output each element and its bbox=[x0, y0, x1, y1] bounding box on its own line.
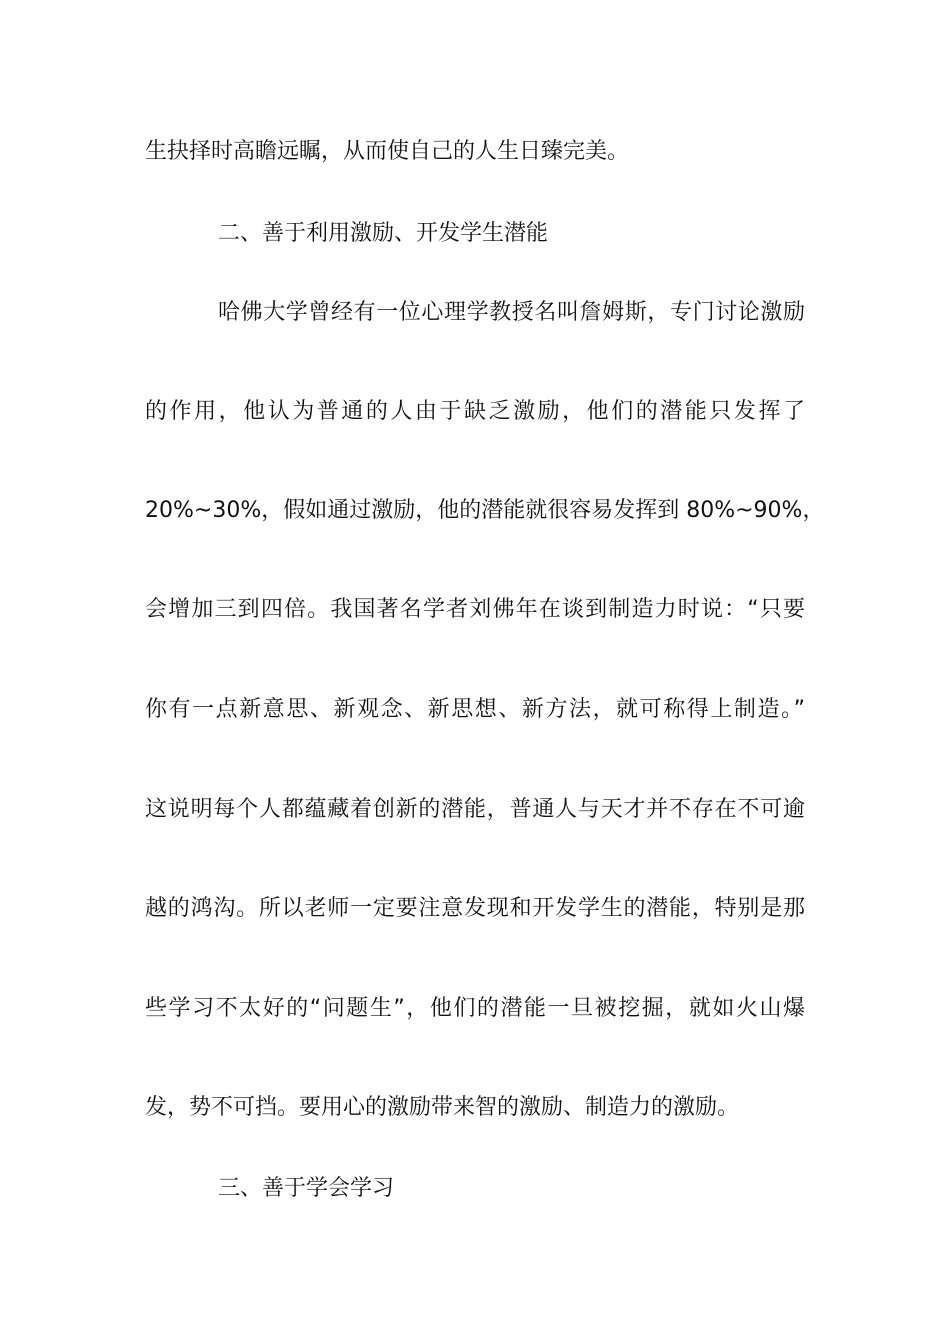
paragraph-line: 20%~30%，假如通过激励，他的潜能就很容易发挥到 80%~90%， bbox=[145, 498, 825, 523]
paragraph-line: 越的鸿沟。所以老师一定要注意发现和开发学生的潜能，特别是那 bbox=[145, 896, 805, 921]
paragraph-line: 发，势不可挡。要用心的激励带来智的激励、制造力的激励。 bbox=[145, 1095, 740, 1120]
section-heading: 二、善于利用激励、开发学生潜能 bbox=[218, 221, 549, 246]
paragraph-line: 这说明每个人都蕴藏着创新的潜能，普通人与天才并不存在不可逾 bbox=[145, 797, 805, 822]
section-heading: 三、善于学会学习 bbox=[218, 1176, 395, 1201]
paragraph-line: 会增加三到四倍。我国著名学者刘佛年在谈到制造力时说：“只要 bbox=[145, 597, 805, 622]
paragraph-line: 哈佛大学曾经有一位心理学教授名叫詹姆斯，专门讨论激励 bbox=[218, 300, 805, 325]
paragraph-line: 生抉择时高瞻远瞩，从而使自己的人生日臻完美。 bbox=[145, 139, 630, 164]
paragraph-line: 的作用，他认为普通的人由于缺乏激励，他们的潜能只发挥了 bbox=[145, 399, 805, 424]
paragraph-line: 些学习不太好的“问题生”，他们的潜能一旦被挖掘，就如火山爆 bbox=[145, 996, 805, 1021]
paragraph-line: 你有一点新意思、新观念、新思想、新方法，就可称得上制造。” bbox=[145, 697, 805, 722]
